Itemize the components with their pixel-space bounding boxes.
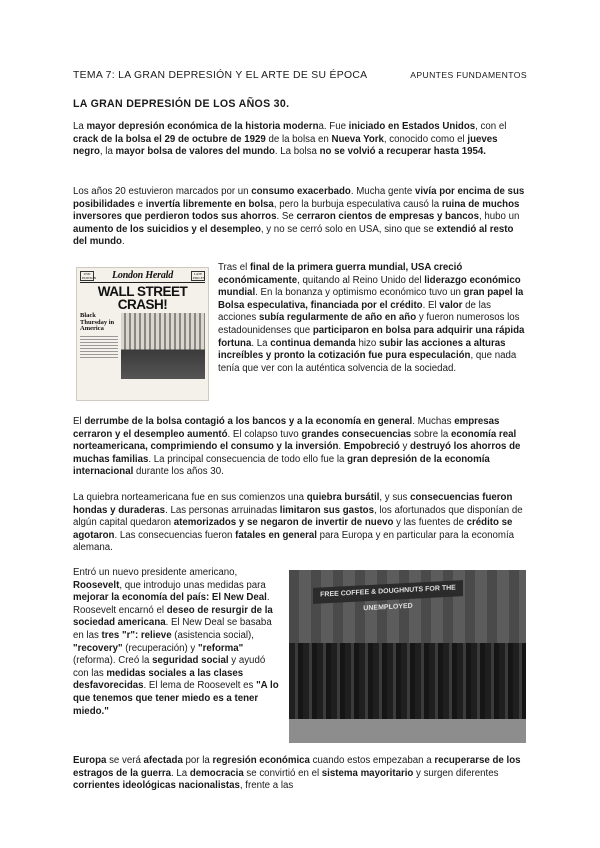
emphasis-text: "A lo que tenemos que tener miedo es a tener miedo." <box>73 680 279 717</box>
emphasis-text: Empobreció <box>343 441 400 453</box>
body-text: , la <box>99 146 116 158</box>
body-text: . La principal consecuencia de todo ello fue la <box>148 453 348 465</box>
emphasis-text: subir las acciones a alturas increíbles y pronto la cotización fue pura especulación <box>218 337 506 362</box>
body-text: de las acciones <box>218 299 491 324</box>
emphasis-text: gran papel la Bolsa especulativa, financiada por el crédito <box>218 287 524 311</box>
emphasis-text: atemorizados y se negaron de invertir de nuevo <box>173 517 394 529</box>
body-text: hizo <box>355 337 379 349</box>
body-text: Entró un nuevo presidente americano, <box>73 567 238 578</box>
paragraph <box>218 262 525 375</box>
emphasis-text: ruina de muchos inversores que perdieron todos sus ahorros <box>73 198 520 223</box>
emphasis-text: consumo exacerbado <box>251 186 351 197</box>
emphasis-text: jueves negro <box>73 133 498 158</box>
body-text: cuando estos empezaban a <box>309 755 435 766</box>
stock-exchange-photo <box>121 313 205 379</box>
emphasis-text: Europa <box>73 755 107 766</box>
body-text: y <box>399 441 411 453</box>
paragraph <box>73 121 525 159</box>
emphasis-text: crédito se agotaron <box>73 517 513 541</box>
emphasis-text: economía real norteamericana, comprimiendo el consumo y la inversión <box>73 428 517 453</box>
emphasis-text: consecuencias fueron hondas y duraderas <box>73 492 513 516</box>
body-text: , conocido como el <box>383 133 468 145</box>
emphasis-text: Roosevelt <box>73 579 120 591</box>
emphasis-text: grandes consecuencias <box>301 428 412 440</box>
body-text: , hubo un <box>478 211 520 223</box>
body-text: durante los años 30. <box>133 466 224 478</box>
emphasis-text: "recovery" <box>73 642 123 654</box>
newspaper-headline-line: CRASH! <box>117 297 168 312</box>
body-text: y fueron numerosos los estadounidenses que <box>218 312 520 336</box>
body-text: . Mucha gente <box>350 186 415 197</box>
emphasis-text: afectada <box>143 755 183 766</box>
body-text: . La <box>251 337 271 349</box>
body-text: , frente a las <box>239 780 294 792</box>
emphasis-text: aumento de los suicidios y el desempleo <box>73 223 261 235</box>
emphasis-text: Nueva York <box>331 133 384 145</box>
body-text: . Muchas <box>412 416 455 427</box>
body-text: Tras el <box>218 262 250 273</box>
emphasis-text: no se volvió a recuperar hasta 1954. <box>319 146 486 158</box>
body-text: . Roosevelt encarnó el <box>73 592 270 616</box>
body-text: por la <box>182 755 213 766</box>
body-text: . <box>338 441 344 453</box>
body-text: . Las personas arruinadas <box>165 504 280 516</box>
newspaper-rule <box>80 282 205 283</box>
emphasis-text: extendió al resto del mundo <box>73 223 514 248</box>
newspaper-column <box>80 313 118 379</box>
body-text: y surgen diferentes <box>413 767 499 779</box>
emphasis-text: fatales en general <box>235 529 317 541</box>
newspaper-edition-box: 2ND EDITION <box>82 271 97 280</box>
body-text: para Europa y en particular para la economía alemana. <box>73 529 515 554</box>
body-text: , y sus <box>379 492 411 503</box>
paragraph <box>73 186 525 249</box>
emphasis-text: mayor depresión económica de la historia modern <box>86 121 319 132</box>
body-text: , los afortunados que disponían de algún capital quedaron <box>73 504 523 529</box>
paragraph <box>73 567 283 718</box>
emphasis-text: liderazgo económico mundial <box>218 274 521 299</box>
body-text: . El <box>422 299 440 311</box>
emphasis-text: seguridad social <box>152 655 229 667</box>
body-text: y las fuentes de <box>393 517 467 529</box>
emphasis-text: tres "r": relieve <box>101 629 172 641</box>
emphasis-text: gran depresión de la economía internacional <box>73 453 490 478</box>
emphasis-text: crack de la bolsa el 29 de octubre de 1929 <box>73 133 266 145</box>
body-text: sobre la <box>411 428 452 440</box>
emphasis-text: participaron en bolsa para adquirir una rápida fortuna <box>218 324 525 349</box>
emphasis-text: subía regularmente de año en año <box>258 312 417 324</box>
emphasis-text: recuperarse de los estragos de la guerra <box>73 755 521 779</box>
emphasis-text: iniciado en Estados Unidos <box>348 121 476 132</box>
newspaper-price-box: LATE PRICES <box>193 271 205 280</box>
emphasis-text: valor <box>439 299 463 311</box>
body-text: . Se <box>276 211 297 223</box>
emphasis-text: mejorar la economía del país: El New Deal <box>73 592 267 604</box>
section-title: LA GRAN DEPRESIÓN DE LOS AÑOS 30. <box>73 98 290 110</box>
body-text: y ayudó con las <box>73 655 266 679</box>
emphasis-text: continua demanda <box>270 337 356 349</box>
body-text: . Las consecuencias fueron <box>114 529 236 541</box>
body-text: . <box>121 236 125 248</box>
body-text: de la bolsa en <box>265 133 332 145</box>
body-text: , quitando al Reino Unido del <box>297 274 425 286</box>
body-text: El <box>73 416 85 427</box>
newspaper-headline <box>77 285 208 311</box>
body-text: (asistencia social), <box>171 629 254 641</box>
paragraph <box>73 416 525 479</box>
body-text: , pero la burbuja especulativa causó la <box>273 198 442 210</box>
emphasis-text: derrumbe de la bolsa contagió a los bancos y a la economía en general <box>84 416 413 427</box>
body-text: . La <box>171 767 190 779</box>
body-text: . El colapso tuvo <box>227 428 302 440</box>
emphasis-text: quiebra bursátil <box>306 492 380 503</box>
page-header <box>73 70 527 81</box>
emphasis-text: empresas cerraron y el desempleo aumentó <box>73 416 500 440</box>
breadline-photo <box>289 570 526 743</box>
emphasis-text: invertía libremente en bolsa <box>145 198 274 210</box>
newspaper-text-lines <box>80 336 118 359</box>
emphasis-text: final de la primera guerra mundial, USA creció económicamente <box>218 262 463 286</box>
newspaper-image <box>76 267 209 401</box>
paragraph <box>73 755 525 793</box>
header-title: TEMA 7: LA GRAN DEPRESIÓN Y EL ARTE DE SU ÉPOCA <box>73 70 368 81</box>
newspaper-subhead: Black Thursday in America <box>80 312 115 332</box>
emphasis-text: sistema mayoritario <box>321 767 414 779</box>
newspaper-masthead <box>77 268 208 281</box>
body-text: se convirtió en el <box>243 767 322 779</box>
body-text: (reforma). Creó la <box>73 655 153 667</box>
emphasis-text: deseo de resurgir de la sociedad americana <box>73 604 273 629</box>
emphasis-text: democracia <box>189 767 244 779</box>
emphasis-text: "reforma" <box>197 642 244 654</box>
body-text: . En la bonanza y optimismo económico tuvo un <box>255 287 464 299</box>
header-label: APUNTES FUNDAMENTOS <box>410 70 527 80</box>
newspaper-body <box>77 311 208 381</box>
emphasis-text: limitaron sus gastos <box>279 504 374 516</box>
newspaper-name: London Herald <box>111 270 174 281</box>
body-text: , que nada tenía que ver con la auténtica solvencia de la sociedad. <box>218 350 517 374</box>
body-text: , que introdujo unas medidas para <box>119 579 266 591</box>
body-text: . La bolsa <box>274 146 320 158</box>
body-text: La quiebra norteamericana fue en sus comienzos una <box>73 492 307 503</box>
body-text: La <box>73 121 87 132</box>
body-text: Los años 20 estuvieron marcados por un <box>73 186 252 197</box>
emphasis-text: destruyó los ahorros de muchas familias <box>73 441 521 465</box>
street <box>289 719 526 743</box>
body-text: , con el <box>475 121 507 132</box>
body-text: (recuperación) y <box>122 642 198 654</box>
body-text: a. Fue <box>318 121 349 132</box>
emphasis-text: cerraron cientos de empresas y bancos <box>296 211 479 223</box>
emphasis-text: medidas sociales a las clases desfavorecidas <box>73 667 244 692</box>
emphasis-text: vivía por encima de sus posibilidades <box>73 186 525 210</box>
body-text: e <box>134 198 146 210</box>
emphasis-text: regresión económica <box>212 755 310 766</box>
body-text: . El New Deal se basaba en las <box>73 617 272 641</box>
body-text: se verá <box>106 755 144 766</box>
newspaper-headline-line: WALL STREET <box>97 284 188 299</box>
body-text: , y no se cerró solo en USA, sino que se <box>260 223 437 235</box>
paragraph <box>73 492 525 555</box>
emphasis-text: corrientes ideológicas nacionalistas <box>73 780 240 792</box>
body-text: . El lema de Roosevelt es <box>143 680 257 692</box>
storefront-sign: FREE COFFEE & DOUGHNUTS FOR THE UNEMPLOYED <box>313 580 463 604</box>
emphasis-text: mayor bolsa de valores del mundo <box>115 146 275 158</box>
